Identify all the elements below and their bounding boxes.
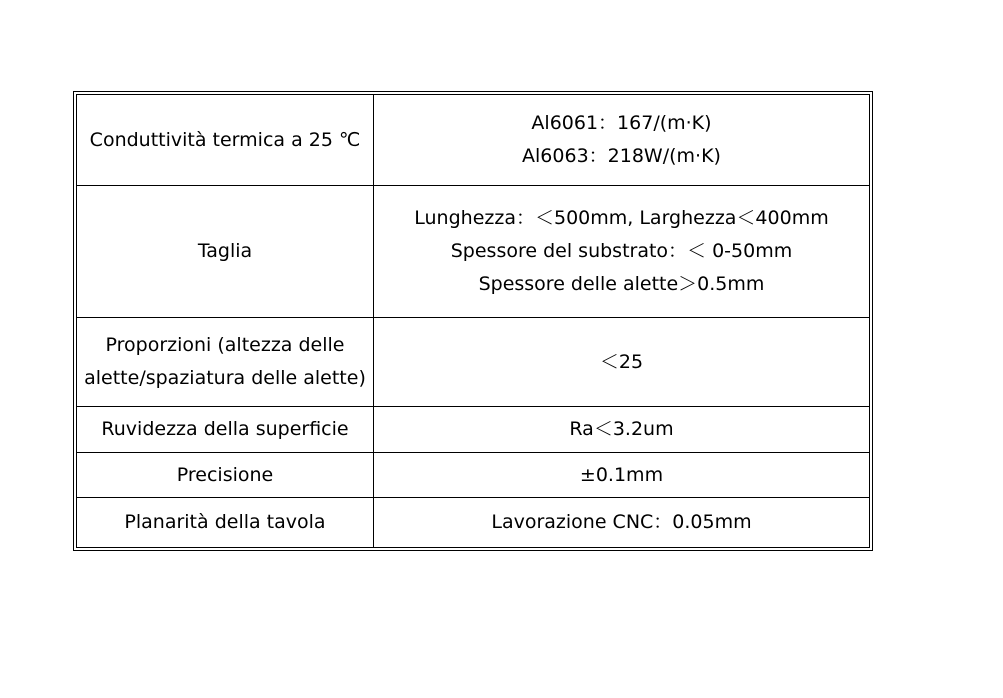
cell-text: ＜25 bbox=[599, 350, 644, 373]
cell-text: Al6061：167/(m·K) bbox=[531, 112, 712, 134]
cell-text: Al6063：218W/(m·K) bbox=[522, 145, 721, 167]
table-row bbox=[76, 453, 870, 498]
cell-text: Ra＜3.2um bbox=[569, 418, 674, 440]
row-label-flatness bbox=[76, 498, 374, 548]
cell-text: Proporzioni (altezza delle bbox=[105, 334, 345, 356]
cell-text: Ruvidezza della superficie bbox=[101, 418, 349, 440]
row-value-size bbox=[374, 186, 870, 318]
table-row bbox=[76, 318, 870, 407]
cell-text: Conduttività termica a 25 ℃ bbox=[89, 128, 361, 151]
cell-text: alette/spaziatura delle alette) bbox=[84, 367, 366, 389]
row-label-thermal-conductivity bbox=[76, 94, 374, 186]
table-row bbox=[76, 186, 870, 318]
cell-text: ±0.1mm bbox=[579, 463, 664, 486]
row-label-size bbox=[76, 186, 374, 318]
cell-text: Planarità della tavola bbox=[124, 511, 326, 533]
row-value-surface-roughness bbox=[374, 407, 870, 453]
cell-text: Taglia bbox=[197, 240, 253, 262]
row-value-flatness bbox=[374, 498, 870, 548]
row-label-proportions bbox=[76, 318, 374, 407]
row-label-precision bbox=[76, 453, 374, 498]
cell-text: Lavorazione CNC：0.05mm bbox=[491, 511, 752, 533]
cell-text: Lunghezza：＜500mm, Larghezza＜400mm bbox=[414, 207, 829, 229]
cell-text: Spessore delle alette＞0.5mm bbox=[478, 273, 765, 295]
table-row bbox=[76, 407, 870, 453]
table-row bbox=[76, 94, 870, 186]
row-value-thermal-conductivity bbox=[374, 94, 870, 186]
row-value-precision bbox=[374, 453, 870, 498]
table-row bbox=[76, 498, 870, 548]
cell-text: Spessore del substrato：＜ 0-50mm bbox=[450, 240, 793, 262]
row-label-surface-roughness bbox=[76, 407, 374, 453]
specifications-table bbox=[73, 91, 873, 551]
cell-text: Precisione bbox=[176, 463, 274, 486]
row-value-proportions bbox=[374, 318, 870, 407]
